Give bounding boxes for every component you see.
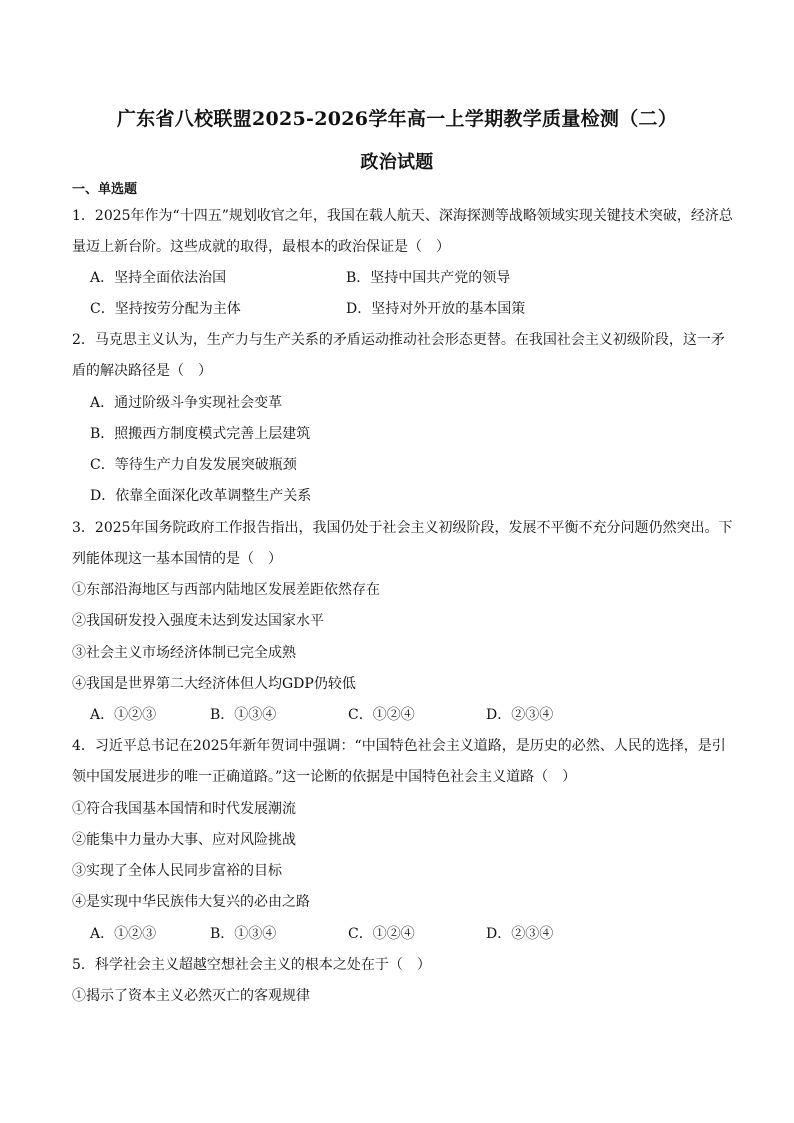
question-2-option-c: C．等待生产力自发发展突破瓶颈 <box>90 457 297 473</box>
question-4-stem-line-2: 领中国发展进步的唯一正确道路。”这一论断的依据是中国特色社会主义道路（ ） <box>72 769 577 785</box>
question-4-option-d: D．②③④ <box>486 926 554 942</box>
question-5-item-1: ①揭示了资本主义必然灭亡的客观规律 <box>72 988 310 1004</box>
question-4-option-a: A．①②③ <box>90 926 157 942</box>
question-3-item-2: ②我国研发投入强度未达到发达国家水平 <box>72 613 324 629</box>
question-4-item-3: ③实现了全体人民同步富裕的目标 <box>72 863 282 879</box>
question-1-option-b: B．坚持中国共产党的领导 <box>346 270 511 286</box>
question-4-option-b: B．①③④ <box>210 926 277 942</box>
question-3-option-a: A．①②③ <box>90 707 157 723</box>
exam-subject: 政治试题 <box>360 152 434 173</box>
exam-title: 广东省八校联盟2025-2026学年高一上学期教学质量检测（二） <box>116 108 678 130</box>
question-2-stem-line-1: 2．马克思主义认为，生产力与生产关系的矛盾运动推动社会形态更替。在我国社会主义初级阶段，这一矛 <box>72 332 725 348</box>
question-4-item-1: ①符合我国基本国情和时代发展潮流 <box>72 801 296 817</box>
question-1-stem-line-2: 量迈上新台阶。这些成就的取得，最根本的政治保证是（ ） <box>72 239 450 255</box>
question-3-item-4: ④我国是世界第二大经济体但人均GDP仍较低 <box>72 676 356 692</box>
question-1-stem-line-1: 1．2025年作为“十四五”规划收官之年，我国在载人航天、深海探测等战略领域实现关键技术突破，经济总 <box>72 208 733 224</box>
question-3-item-1: ①东部沿海地区与西部内陆地区发展差距依然存在 <box>72 582 380 598</box>
question-2-option-a: A．通过阶级斗争实现社会变革 <box>90 395 283 411</box>
question-1-option-d: D．坚持对外开放的基本国策 <box>346 301 526 317</box>
question-3-option-c: C．①②④ <box>348 707 415 723</box>
question-4-item-2: ②能集中力量办大事、应对风险挑战 <box>72 832 296 848</box>
question-3-stem-line-1: 3．2025年国务院政府工作报告指出，我国仍处于社会主义初级阶段，发展不平衡不充分问题仍然突出。下 <box>72 520 733 536</box>
question-1-option-a: A．坚持全面依法治国 <box>90 270 227 286</box>
question-2-stem-line-2: 盾的解决路径是（ ） <box>72 363 212 379</box>
question-3-item-3: ③社会主义市场经济体制已完全成熟 <box>72 645 296 661</box>
question-4-option-c: C．①②④ <box>348 926 415 942</box>
question-3-option-b: B．①③④ <box>210 707 277 723</box>
question-3-stem-line-2: 列能体现这一基本国情的是（ ） <box>72 551 282 567</box>
question-2-option-d: D．依靠全面深化改革调整生产关系 <box>90 488 312 504</box>
question-1-option-c: C．坚持按劳分配为主体 <box>90 301 241 317</box>
section-heading: 一、单选题 <box>72 182 138 197</box>
question-2-option-b: B．照搬西方制度模式完善上层建筑 <box>90 426 311 442</box>
question-4-item-4: ④是实现中华民族伟大复兴的必由之路 <box>72 894 310 910</box>
question-5-stem-line-1: 5．科学社会主义超越空想社会主义的根本之处在于（ ） <box>72 957 431 973</box>
question-3-option-d: D．②③④ <box>486 707 554 723</box>
question-4-stem-line-1: 4．习近平总书记在2025年新年贺词中强调：“中国特色社会主义道路，是历史的必然、人民的选择，是引 <box>72 738 726 754</box>
